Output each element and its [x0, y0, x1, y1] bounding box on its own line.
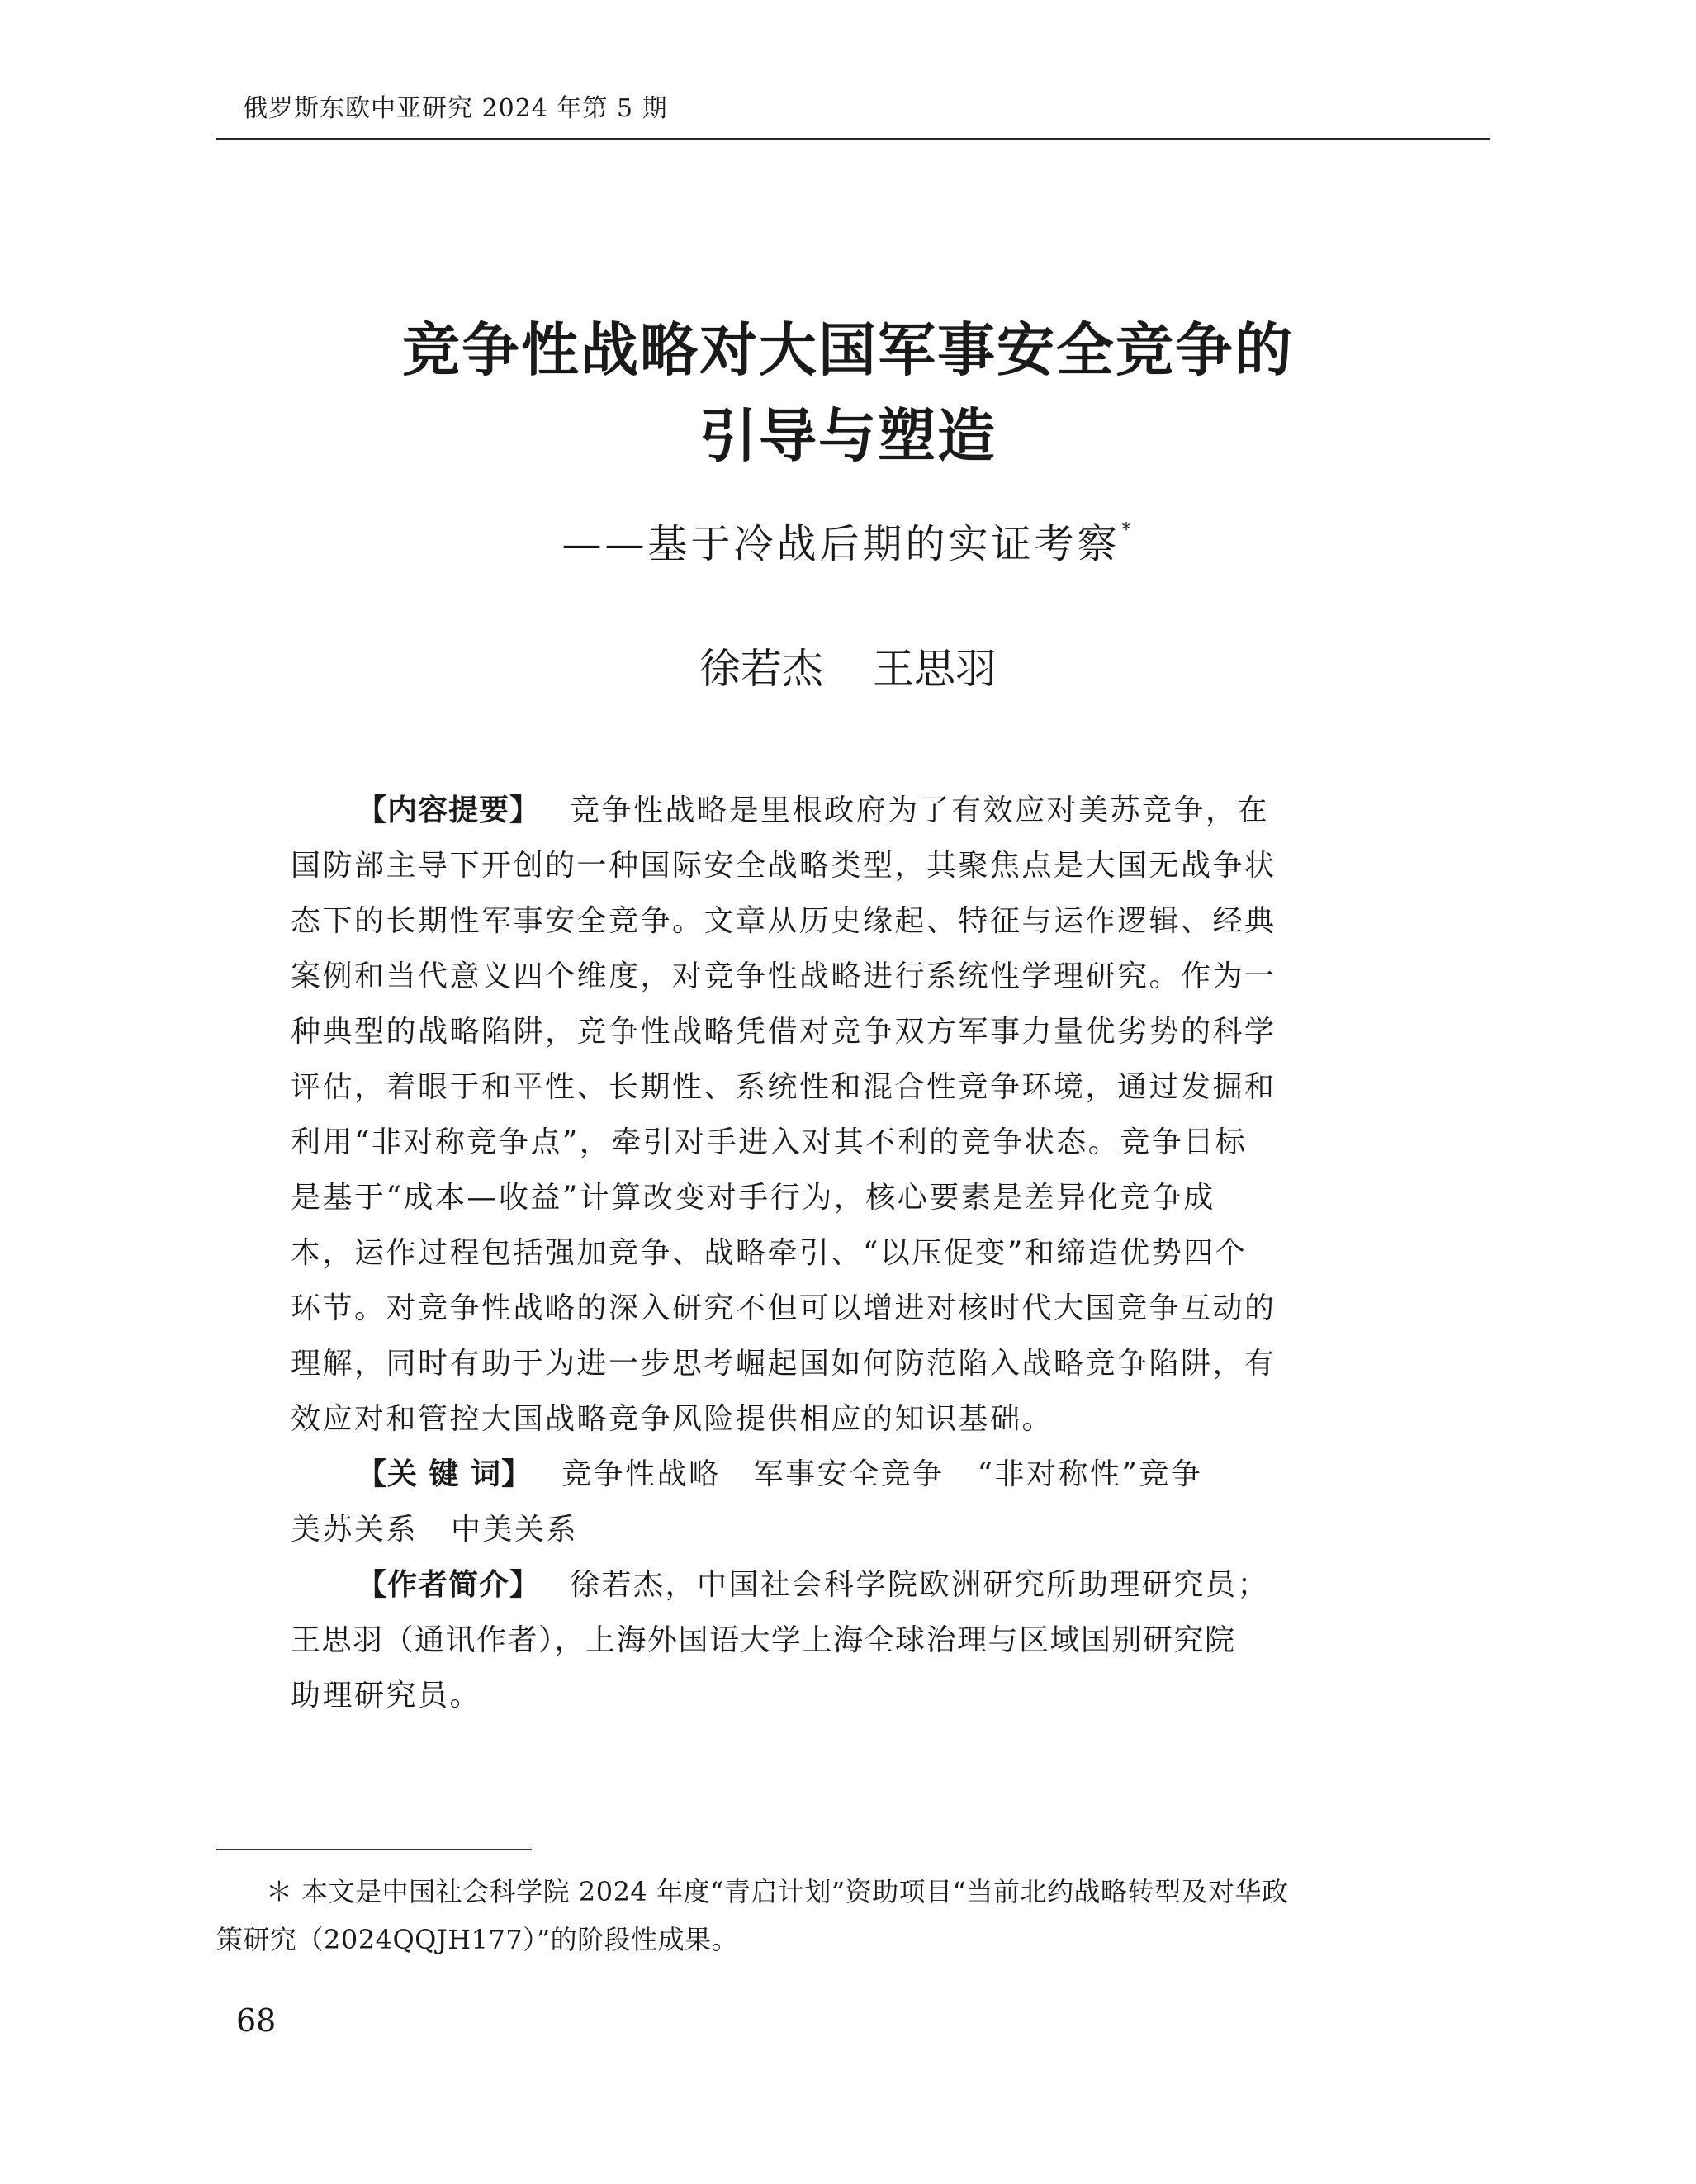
abstract-line: 国防部主导下开创的一种国际安全战略类型，其聚焦点是大国无战争状 — [291, 849, 1277, 883]
keywords-line — [291, 1447, 1414, 1502]
footnote-rule — [216, 1849, 532, 1850]
author-bio-line: 助理研究员。 — [291, 1679, 482, 1713]
article-title-line-1: 竞争性战略对大国军事安全竞争的 — [402, 316, 1294, 384]
abstract-line: 效应对和管控大国战略竞争风险提供相应的知识基础。 — [291, 1402, 1054, 1436]
abstract-line: 评估，着眼于和平性、长期性、系统性和混合性竞争环境，通过发掘和 — [291, 1070, 1277, 1104]
abstract-line: 态下的长期性军事安全竞争。文章从历史缘起、特征与运作逻辑、经典 — [291, 904, 1277, 938]
article-subtitle — [0, 512, 1696, 569]
abstract-line: 是基于“成本—收益”计算改变对手行为，核心要素是差异化竞争成 — [291, 1181, 1215, 1215]
running-header: 俄罗斯东欧中亚研究 2024 年第 5 期 — [243, 94, 668, 123]
header-rule — [216, 138, 1490, 140]
abstract-line — [291, 783, 1414, 838]
subtitle-text: ——基于冷战后期的实证考察 — [561, 521, 1120, 567]
abstract-line: 本，运作过程包括强加竞争、战略牵引、“以压促变”和缔造优势四个 — [291, 1236, 1248, 1270]
keyword: 军事安全竞争 — [753, 1457, 945, 1491]
author-bio-text: 徐若杰，中国社会科学院欧洲研究所助理研究员； — [570, 1568, 1270, 1602]
keywords-line — [291, 1502, 1414, 1557]
abstract-line: 理解，同时有助于为进一步思考崛起国如何防范陷入战略竞争陷阱，有 — [291, 1347, 1277, 1381]
authors — [0, 636, 1696, 695]
abstract-text: 竞争性战略是里根政府为了有效应对美苏竞争，在 — [570, 794, 1270, 827]
keyword: 美苏关系 — [291, 1513, 419, 1547]
page-number: 68 — [236, 2002, 277, 2039]
abstract-line: 利用“非对称竞争点”，牵引对手进入对其不利的竞争状态。竞争目标 — [291, 1125, 1248, 1159]
footnote-line: 策研究（2024QQJH177）”的阶段性成果。 — [216, 1924, 739, 1955]
subtitle-footnote-marker: * — [1121, 520, 1135, 541]
abstract-block — [291, 783, 1414, 1723]
keywords-label: 【关 键 词】 — [357, 1457, 533, 1491]
author-1: 徐若杰 — [699, 645, 823, 693]
author-bio-label: 【作者简介】 — [357, 1568, 541, 1602]
abstract-line: 种典型的战略陷阱，竞争性战略凭借对竞争双方军事力量优劣势的科学 — [291, 1015, 1277, 1049]
author-bio-line: 王思羽（通讯作者），上海外国语大学上海全球治理与区域国别研究院 — [291, 1623, 1236, 1657]
keyword: “非对称性”竞争 — [977, 1457, 1203, 1491]
footnote — [216, 1868, 1490, 1964]
abstract-line: 案例和当代意义四个维度，对竞争性战略进行系统性学理研究。作为一 — [291, 959, 1277, 993]
abstract-line: 环节。对竞争性战略的深入研究不但可以增进对核时代大国竞争互动的 — [291, 1291, 1277, 1325]
author-2: 王思羽 — [873, 645, 997, 693]
keyword: 竞争性战略 — [561, 1457, 721, 1491]
keyword: 中美关系 — [451, 1513, 579, 1547]
footnote-line: ＊ 本文是中国社会科学院 2024 年度“青启计划”资助项目“当前北约战略转型及对华政 — [266, 1876, 1289, 1907]
author-bio-line — [291, 1557, 1414, 1613]
abstract-label: 【内容提要】 — [357, 794, 541, 827]
article-title-line-2: 引导与塑造 — [699, 402, 997, 470]
